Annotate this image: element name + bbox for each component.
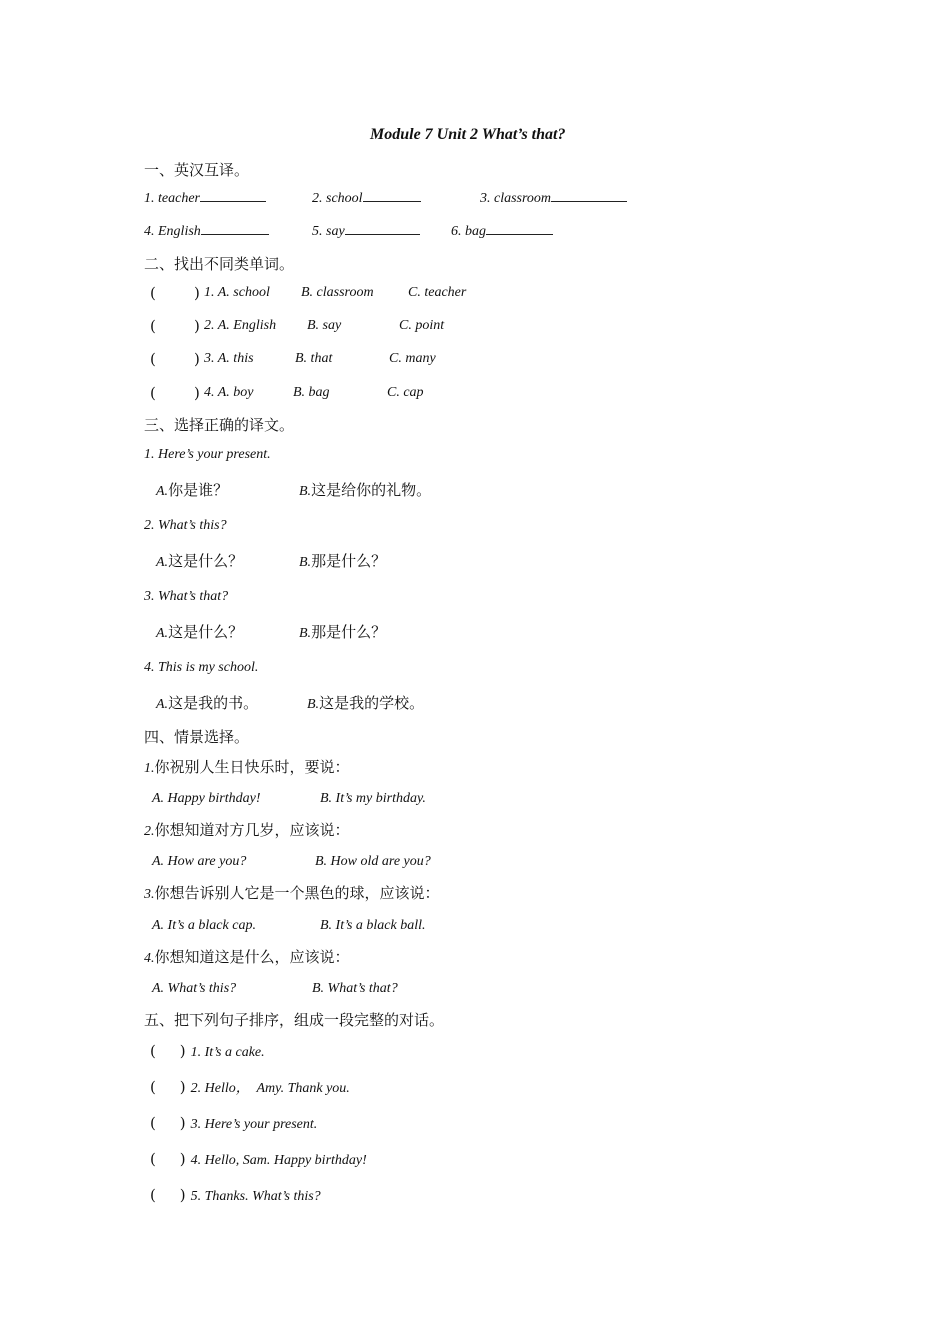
dialogue-line: ( ) 4. Hello, Sam. Happy birthday! (150, 1150, 367, 1168)
option-a: A.这是什么？ (156, 552, 244, 570)
dialogue-line: ( ) 3. Here’s your present. (150, 1114, 318, 1132)
option-b: B. What’s that? (312, 981, 398, 996)
translate-item: 6. bag (451, 220, 553, 240)
question: 1.你祝别人生日快乐时，要说： (144, 758, 350, 776)
option-a: A. How are you? (152, 854, 247, 869)
section-2-heading: 二、找出不同类单词。 (144, 255, 295, 273)
translate-item: 2. school (312, 187, 421, 207)
option-a: A.这是我的书。 (156, 694, 259, 712)
translate-item: 4. English (144, 220, 269, 240)
question: 1. Here’s your present. (144, 447, 271, 462)
section-3-heading: 三、选择正确的译文。 (144, 416, 295, 434)
option-b: B. It’s my birthday. (320, 791, 426, 806)
option-a: A. It’s a black cap. (152, 918, 256, 933)
translate-item: 3. classroom (480, 187, 627, 207)
question: 3.你想告诉别人它是一个黑色的球，应该说： (144, 884, 440, 902)
option-b: B.那是什么？ (299, 552, 387, 570)
question: 4. This is my school. (144, 660, 259, 675)
section-1-heading: 一、英汉互译。 (144, 161, 250, 179)
option-b: B.那是什么？ (299, 623, 387, 641)
question: 2.你想知道对方几岁，应该说： (144, 821, 350, 839)
option-a: A.这是什么？ (156, 623, 244, 641)
option-a: A.你是谁？ (156, 481, 229, 499)
translate-item: 5. say (312, 220, 420, 240)
option-b: B. How old are you? (315, 854, 431, 869)
section-5-heading: 五、把下列句子排序，组成一段完整的对话。 (144, 1011, 445, 1029)
option-a: A. Happy birthday! (152, 791, 261, 806)
option-b: B.这是我的学校。 (307, 694, 425, 712)
section-4-heading: 四、情景选择。 (144, 728, 250, 746)
dialogue-line: ( ) 5. Thanks. What’s this? (150, 1186, 321, 1204)
question: 2. What’s this? (144, 518, 227, 533)
question: 4.你想知道这是什么，应该说： (144, 948, 350, 966)
option-b: B. It’s a black ball. (320, 918, 426, 933)
dialogue-line: ( ) 1. It’s a cake. (150, 1042, 265, 1060)
option-a: A. What’s this? (152, 981, 237, 996)
page-title: Module 7 Unit 2 What’s that? (370, 126, 566, 143)
option-b: B.这是给你的礼物。 (299, 481, 432, 499)
dialogue-line: ( ) 2. Hello， Amy. Thank you. (150, 1078, 350, 1096)
translate-item: 1. teacher (144, 187, 266, 207)
question: 3. What’s that? (144, 589, 229, 604)
